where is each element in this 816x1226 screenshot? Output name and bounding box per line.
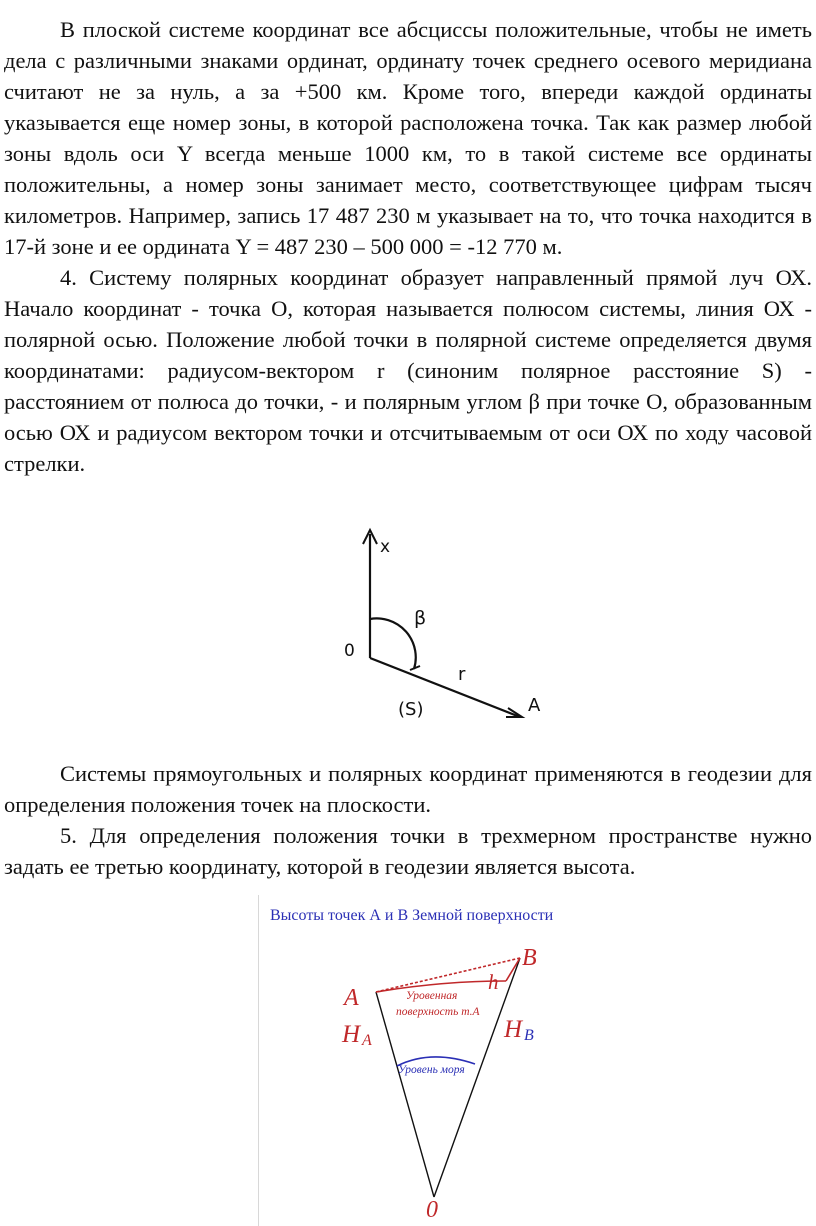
paragraph-2-block <box>4 262 812 479</box>
paragraph-systems-usage: Системы прямоугольных и полярных координат применяются в геодезии для определения положения точек на плоскости. <box>4 761 812 817</box>
axis-x-label: x <box>380 537 391 557</box>
point-a-label: A <box>344 985 359 1011</box>
sea-level-label: Уровень моря <box>398 1064 465 1076</box>
distance-s-label: (S) <box>398 699 424 720</box>
paragraph-polar-coordinates: 4. Систему полярных координат образует направленный прямой луч ОХ. Начало координат - точка О, которая называется полюсом системы, линия ОХ - полярной осью. Положение любой точки в полярной системе определяется двумя координатами: радиусом-вектором r (синоним полярное расстояние S) - расстоянием от полюса до точки, - и полярным углом β при точке О, образованным осью ОХ и радиусом вектором точки и отсчитываемым от оси ОХ по ходу часовой стрелки. <box>4 265 812 476</box>
heights-diagram <box>258 895 616 1226</box>
earth-center-label: 0 <box>426 1197 438 1223</box>
radius-r-label: r <box>458 664 466 685</box>
cone-left-line <box>376 992 434 1197</box>
height-difference-label: h <box>488 970 499 994</box>
point-b-label: B <box>522 945 537 971</box>
paragraph-1-block <box>4 14 812 262</box>
level-surface-label-line2: поверхность т.А <box>396 1006 480 1018</box>
height-ha-main: H <box>342 1021 361 1048</box>
radius-vector-line <box>370 658 520 717</box>
paragraph-3-block <box>4 758 812 820</box>
height-hb-sub: B <box>524 1027 534 1044</box>
angle-beta-label: β <box>414 607 427 629</box>
level-surface-label-line1: Уровенная <box>406 990 458 1002</box>
paragraph-4-block <box>4 820 812 882</box>
point-a-label: A <box>528 695 541 716</box>
height-ha-sub: A <box>362 1032 372 1049</box>
polar-coordinates-diagram <box>330 520 560 720</box>
paragraph-zone-ordinates: В плоской системе координат все абсциссы положительные, чтобы не иметь дела с различными знаками ординат, ординату точек среднего осевого меридиана считают не за нуль, а за +500 км. Кроме того, впереди каждой ординаты указывается еще номер зоны, в которой расположена точка. Так как размер любой зоны вдоль оси Y всегда меньше 1000 км, то в такой системе все ординаты положительны, а номер зоны занимает место, соответствующее цифрам тысяч километров. Например, запись 17 487 230 м указывает на то, что точка находится в 17-й зоне и ее ордината Y = 487 230 – 500 000 = -12 770 м. <box>4 17 812 259</box>
heights-diagram-title: Высоты точек А и В Земной поверхности <box>270 907 554 924</box>
height-hb-main: H <box>504 1016 523 1043</box>
origin-label: 0 <box>344 641 355 661</box>
paragraph-height-coordinate: 5. Для определения положения точки в трехмерном пространстве нужно задать ее третью координату, которой в геодезии является высота. <box>4 823 812 879</box>
